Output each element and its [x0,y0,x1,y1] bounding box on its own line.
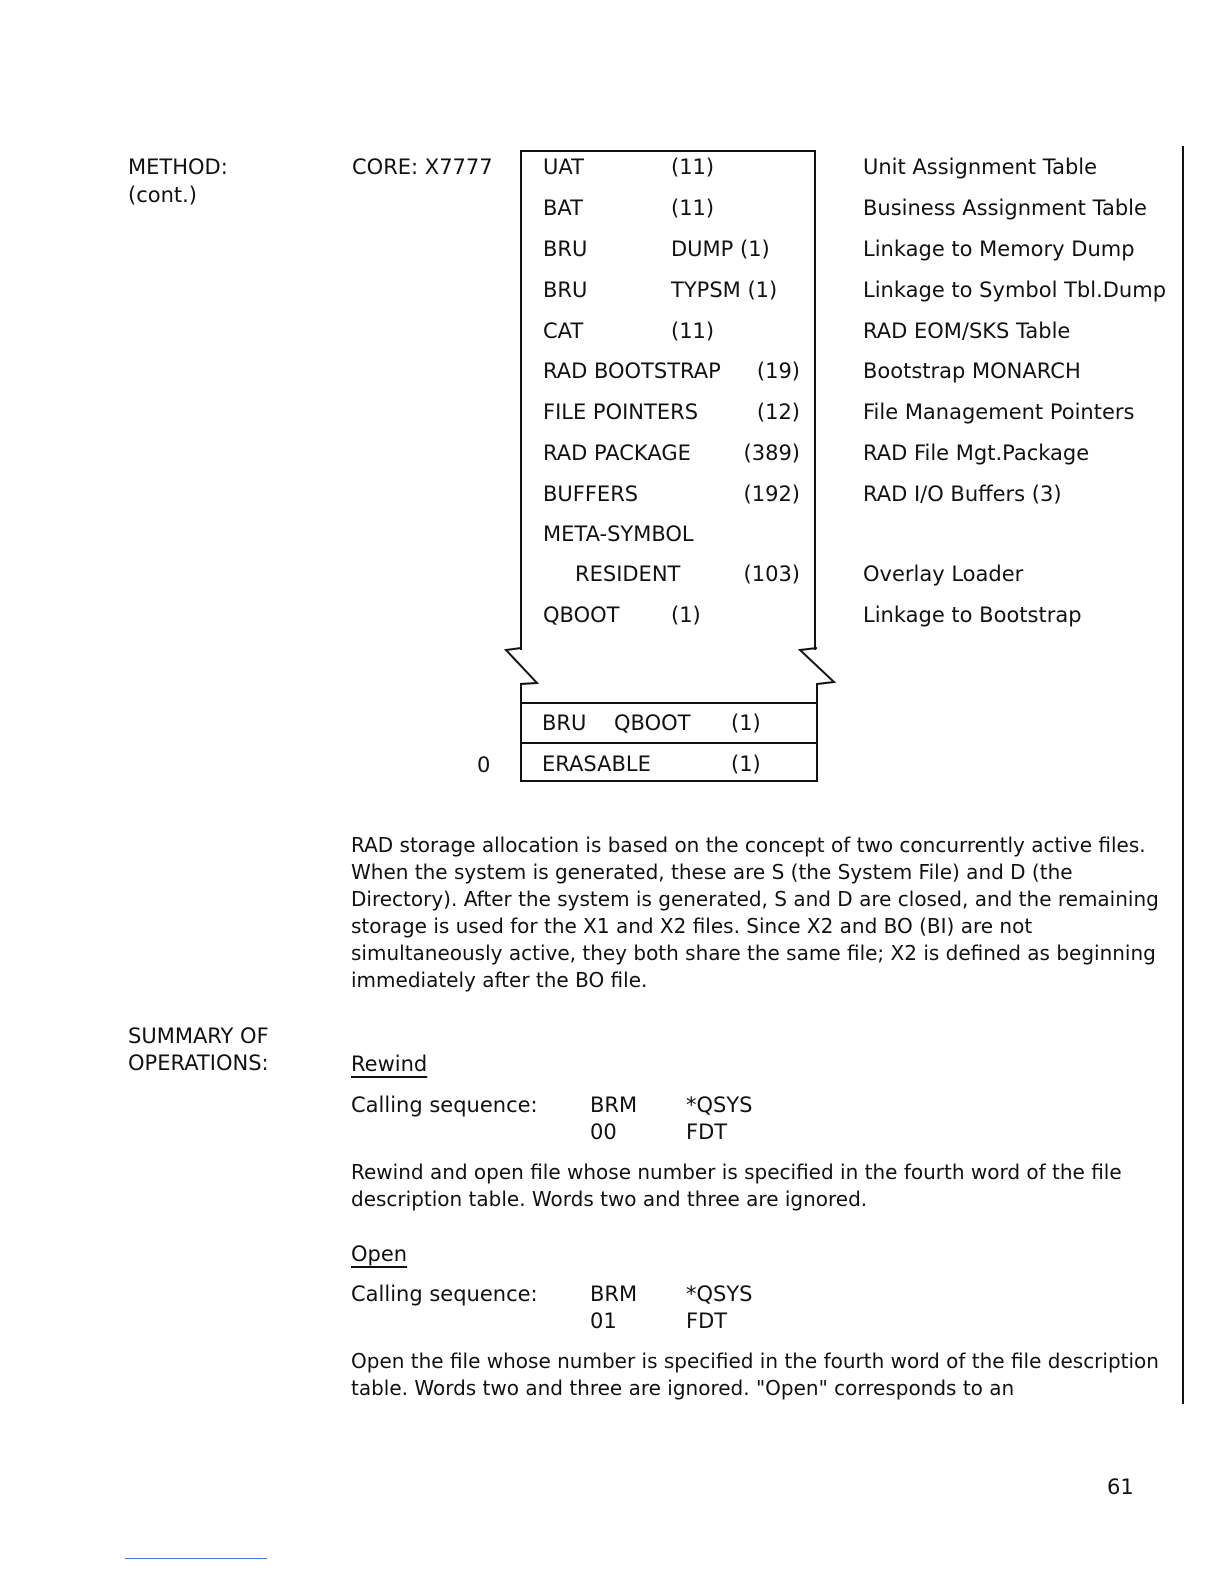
map-row-count: (19) [756,359,800,383]
map-row-count: (389) [743,441,800,465]
rewind-seq-arg: FDT [686,1120,728,1144]
map-row-name: BRU [543,278,588,302]
rewind-calling-label: Calling sequence: [351,1093,538,1117]
bottom-box-divider [522,742,816,744]
rewind-seq-op: BRM [590,1093,638,1117]
rewind-seq-op: 00 [590,1120,617,1144]
map-row-desc: Linkage to Bootstrap [863,603,1082,627]
body-paragraph: RAD storage allocation is based on the concept of two concurrently active files. When the system is generated, these are S (the System File) and D (the Directory). After the system is generated, S and D are closed, and the remaining storage is used for the X1 and X2 files. Since X2 and BO (BI) are not simultaneously active, they both share the same file; X2 is defined as beginning immediately after the BO file. [351,833,1159,992]
map-row-count: (12) [756,400,800,424]
address-zero-label: 0 [477,753,491,777]
open-calling-label: Calling sequence: [351,1282,538,1306]
core-label: CORE: X7777 [352,155,493,179]
rewind-seq-arg: *QSYS [686,1093,753,1117]
open-seq-op: BRM [590,1282,638,1306]
open-seq-arg: FDT [686,1309,728,1333]
open-description: Open the file whose number is specified in the fourth word of the file description table. Words two and three are ignored. "Open" corresponds to an [351,1349,1159,1400]
map-row-desc: Linkage to Memory Dump [863,237,1135,261]
map-row-desc: RAD File Mgt.Package [863,441,1090,465]
page-number: 61 [1107,1475,1134,1499]
map-row-arg: TYPSM (1) [671,278,778,302]
open-heading: Open [351,1242,408,1266]
map-row-name: RAD PACKAGE [543,441,691,465]
map-row-arg: (11) [671,196,715,220]
map-row-desc: File Management Pointers [863,400,1135,424]
footer-rule [125,1558,267,1559]
summary-label-line2: OPERATIONS: [128,1051,269,1075]
rewind-description: Rewind and open file whose number is specified in the fourth word of the file description table. Words two and three are ignored. [351,1160,1122,1211]
summary-label-line1: SUMMARY OF [128,1024,269,1048]
map-row-name: UAT [543,155,584,179]
bottom-row-count: (1) [731,752,761,776]
map-row-name: FILE POINTERS [543,400,699,424]
rewind-heading: Rewind [351,1052,428,1076]
map-row-name: BRU [543,237,588,261]
map-row-name: BAT [543,196,583,220]
method-cont-label: (cont.) [128,183,197,207]
map-row-arg: (11) [671,155,715,179]
map-row-name: RAD BOOTSTRAP [543,359,721,383]
map-row-desc: Bootstrap MONARCH [863,359,1081,383]
method-label: METHOD: [128,155,228,179]
margin-change-bar [1182,146,1184,1404]
map-row-name: BUFFERS [543,482,639,506]
map-row-arg: DUMP (1) [671,237,770,261]
open-seq-arg: *QSYS [686,1282,753,1306]
bottom-row-arg: QBOOT [614,711,691,735]
map-row-count: (103) [743,562,800,586]
map-row-name: QBOOT [543,603,620,627]
bottom-row-count: (1) [731,711,761,735]
map-row-name: CAT [543,319,584,343]
map-row-count: (192) [743,482,800,506]
open-seq-op: 01 [590,1309,617,1333]
bottom-row-name: BRU [542,711,587,735]
map-row-desc: RAD I/O Buffers (3) [863,482,1062,506]
bottom-row-name: ERASABLE [542,752,651,776]
map-row-desc: Unit Assignment Table [863,155,1098,179]
map-row-arg: (1) [671,603,701,627]
map-row-desc: Linkage to Symbol Tbl.Dump [863,278,1167,302]
map-row-name: META-SYMBOL [543,522,694,546]
map-row-desc: Business Assignment Table [863,196,1147,220]
map-row-desc: RAD EOM/SKS Table [863,319,1071,343]
map-row-name: RESIDENT [575,562,681,586]
map-row-arg: (11) [671,319,715,343]
map-row-desc: Overlay Loader [863,562,1024,586]
